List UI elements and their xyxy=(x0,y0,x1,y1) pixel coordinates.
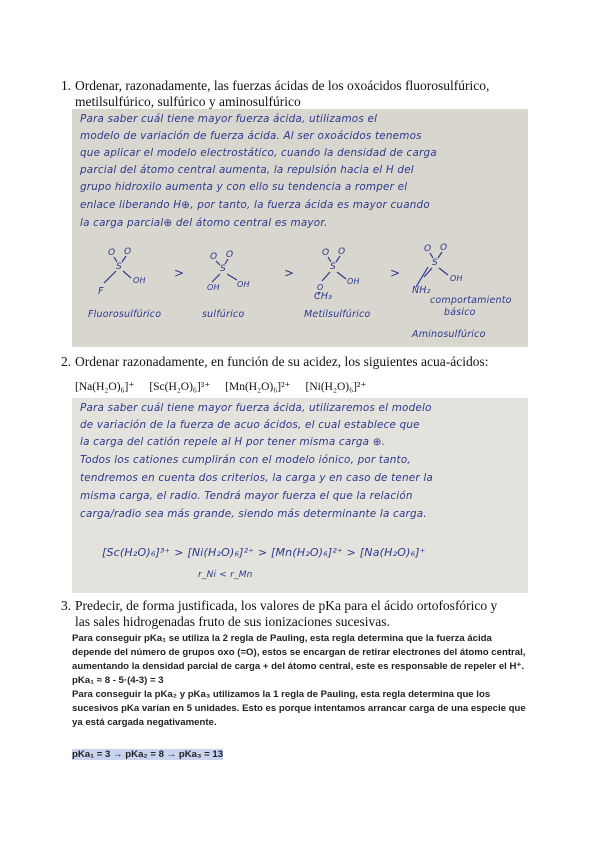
hand2-line: de variación de la fuerza de acuo ácidos, el cual establece que xyxy=(80,419,420,431)
molecule-name: sulfúrico xyxy=(202,309,245,320)
hand1-line: que aplicar el modelo electrostático, cuando la densidad de carga xyxy=(80,147,437,159)
typed-answer-3 xyxy=(72,632,532,762)
svg-text:O: O xyxy=(322,248,330,258)
question-1-line-1: Ordenar, razonadamente, las fuerzas ácidas de los oxoácidos fluorosulfúrico, xyxy=(75,78,490,93)
svg-text:O: O xyxy=(226,250,234,260)
answer-line: Para conseguir la pKa₂ y pKa₃ utilizamos la 1 regla de Pauling, esta regla determina que los xyxy=(72,689,491,700)
hand2-line: Para saber cuál tiene mayor fuerza ácida, utilizaremos el modelo xyxy=(80,402,432,414)
answer-line: sucesivos pKa varían en 5 unidades. Esto es porque intentamos arrancar carga de una especie que xyxy=(72,703,526,714)
svg-text:O: O xyxy=(338,247,346,257)
svg-text:OH: OH xyxy=(207,283,220,292)
pka-result: pKa₁ = 3 → pKa₂ = 8 → pKa₃ = 13 xyxy=(72,749,224,760)
substituent-label: NH₂ xyxy=(412,285,431,296)
svg-text:O: O xyxy=(124,247,132,257)
hand2-line: misma carga, el radio. Tendrá mayor fuerza el que la relación xyxy=(80,490,413,502)
question-1-line-2: metilsulfúrico, sulfúrico y aminosulfúrico xyxy=(75,94,301,109)
hand1-line: grupo hidroxilo aumenta y con ello su tendencia a romper el xyxy=(80,181,408,193)
svg-text:S: S xyxy=(116,262,122,272)
question-1-number: 1. xyxy=(61,78,72,93)
formula-sc: [Sc(H₂O)₆]³⁺ xyxy=(149,381,211,393)
note-line-2: básico xyxy=(444,307,476,318)
svg-text:S: S xyxy=(220,264,226,274)
molecule-fluorosulfuric xyxy=(86,245,156,295)
hand1-line: enlace liberando H⊕, por tanto, la fuerza ácida es mayor cuando xyxy=(80,199,430,211)
substituent-label: CH₃ xyxy=(314,291,333,302)
note-line-1: comportamiento xyxy=(430,295,512,306)
svg-text:OH: OH xyxy=(133,276,146,285)
substituent-label: F xyxy=(98,286,104,297)
hand1-line: la carga parcial⊕ del átomo central es mayor. xyxy=(80,217,328,229)
answer-line: depende del número de grupos oxo (=O), estos se encargan de retirar electrones del átomo central, xyxy=(72,647,526,658)
handwritten-answer-1 xyxy=(72,109,528,347)
handwritten-answer-2 xyxy=(72,398,528,593)
greater-than: > xyxy=(390,266,401,280)
answer-line: ya está cargada negativamente. xyxy=(72,717,217,728)
svg-text:OH: OH xyxy=(347,277,360,286)
hand1-line: modelo de variación de fuerza ácida. Al ser oxoácidos tenemos xyxy=(80,130,422,142)
radius-note: r_Ni < r_Mn xyxy=(198,570,253,580)
formula-mn: [Mn(H₂O)₆]²⁺ xyxy=(225,381,291,393)
question-3-line-2: las sales hidrogenadas fruto de sus ionizaciones sucesivas. xyxy=(75,614,390,629)
answer-line: Para conseguir pKa₁ se utiliza la 2 regla de Pauling, esta regla determina que la fuerza ácida xyxy=(72,633,492,644)
question-2 xyxy=(61,354,489,370)
svg-text:O: O xyxy=(317,283,324,292)
molecule-name: Metilsulfúrico xyxy=(304,309,371,320)
answer-line: pKa₁ ≈ 8 - 5·(4-3) = 3 xyxy=(72,675,164,686)
svg-text:S: S xyxy=(432,258,438,268)
svg-text:OH: OH xyxy=(450,274,463,283)
molecule-methylsulfuric xyxy=(300,245,370,301)
molecule-name: Fluorosulfúrico xyxy=(88,309,162,320)
formula-ni: [Ni(H₂O)₆]²⁺ xyxy=(305,381,367,393)
question-1 xyxy=(61,78,490,110)
molecule-name: Aminosulfúrico xyxy=(412,329,486,340)
svg-text:OH: OH xyxy=(237,280,250,289)
hand2-line: carga/radio sea más grande, siendo más determinante la carga. xyxy=(80,508,427,520)
question-3-line-1: Predecir, de forma justificada, los valores de pKa para el ácido ortofosfórico y xyxy=(75,598,498,613)
question-2-text: Ordenar razonadamente, en función de su acidez, los siguientes acua-ácidos: xyxy=(75,354,489,369)
svg-text:O: O xyxy=(440,243,448,253)
acidity-order: [Sc(H₂O)₆]³⁺ > [Ni(H₂O)₆]²⁺ > [Mn(H₂O)₆]²⁺ > [Na(H₂O)₆]⁺ xyxy=(102,546,426,559)
greater-than: > xyxy=(174,266,185,280)
hand2-line: la carga del catión repele al H por tener misma carga ⊕. xyxy=(80,436,386,448)
hand2-line: tendremos en cuenta dos criterios, la carga y en caso de tener la xyxy=(80,472,433,484)
svg-text:O: O xyxy=(424,244,432,254)
question-3 xyxy=(61,598,498,630)
formula-na: [Na(H₂O)₆]⁺ xyxy=(75,381,135,393)
question-2-number: 2. xyxy=(61,354,72,369)
svg-text:O: O xyxy=(210,252,218,262)
hand2-line: Todos los cationes cumplirán con el modelo iónico, por tanto, xyxy=(80,454,411,466)
aqua-acid-formulas xyxy=(75,379,378,393)
question-3-number: 3. xyxy=(61,598,72,613)
answer-line: aumentando la densidad parcial de carga + del átomo central, este es responsable de repeler el H⁺. xyxy=(72,661,525,672)
svg-text:S: S xyxy=(330,262,336,272)
hand1-line: Para saber cuál tiene mayor fuerza ácida, utilizamos el xyxy=(80,113,378,125)
svg-text:O: O xyxy=(108,248,116,258)
molecule-sulfuric xyxy=(192,245,262,295)
hand1-line: parcial del átomo central aumenta, la repulsión hacia el H del xyxy=(80,164,414,176)
greater-than: > xyxy=(284,266,295,280)
